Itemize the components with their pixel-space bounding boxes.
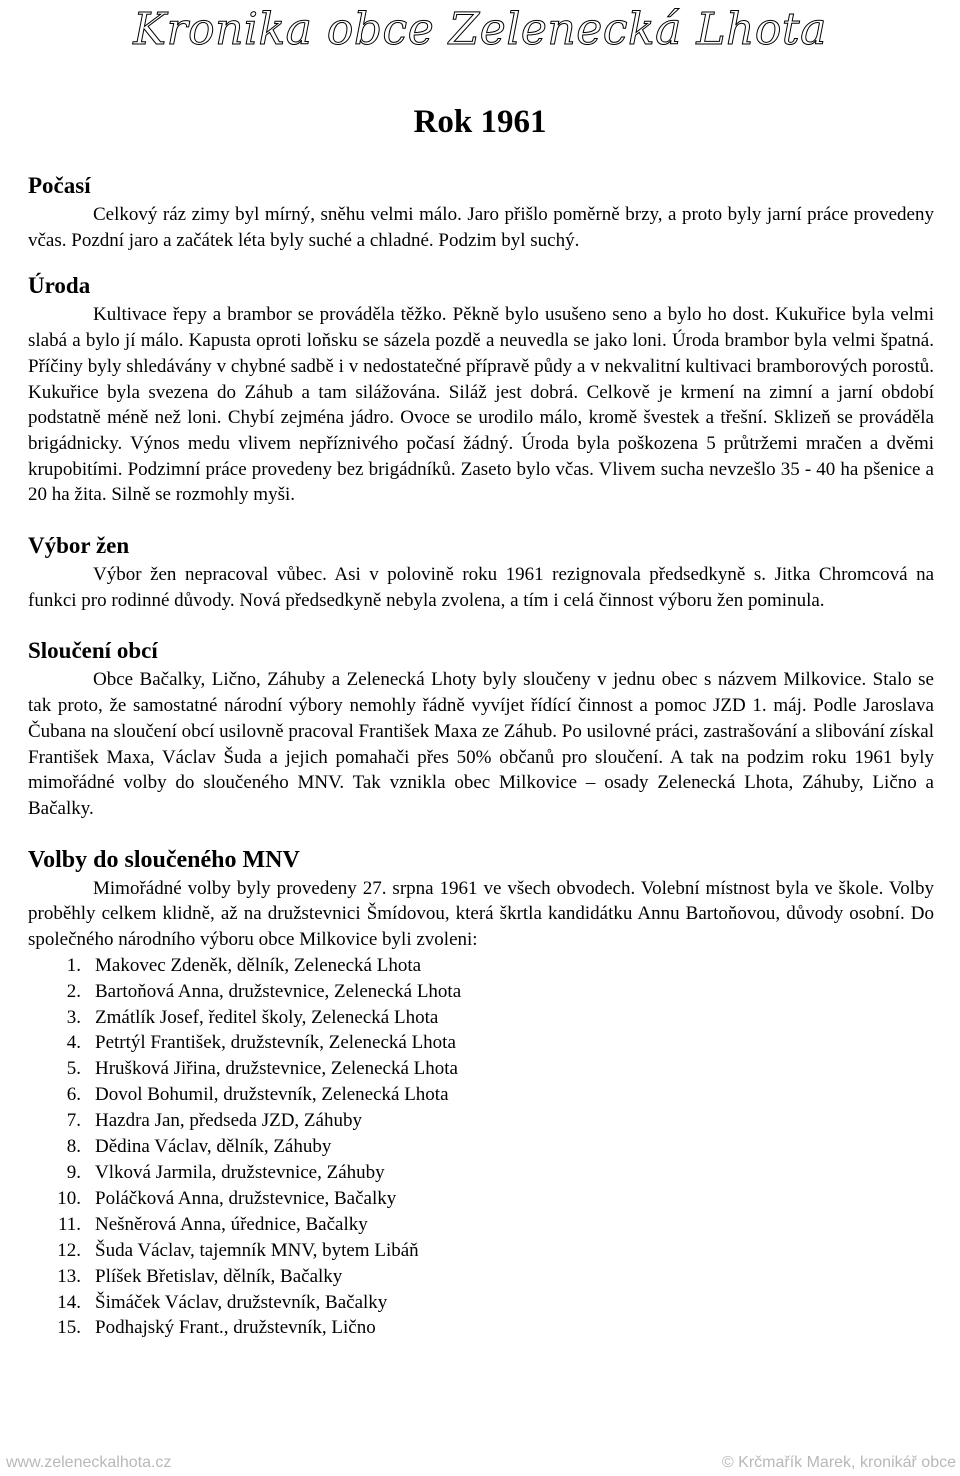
list-item-number: 6.	[66, 1084, 81, 1106]
list-item	[28, 1108, 934, 1134]
list-item-text: Hrušková Jiřina, družstevnice, Zelenecká Lhota	[95, 1058, 458, 1080]
elected-members-list	[28, 953, 934, 1342]
list-item-text: Hazdra Jan, předseda JZD, Záhuby	[95, 1110, 362, 1132]
list-item-number: 12.	[57, 1239, 81, 1261]
list-item-number: 8.	[66, 1136, 81, 1158]
page-footer	[0, 1454, 960, 1476]
list-item-text: Nešněrová Anna, úřednice, Bačalky	[95, 1213, 368, 1235]
list-item-number: 4.	[66, 1032, 81, 1054]
list-item-text: Poláčková Anna, družstevnice, Bačalky	[95, 1187, 397, 1209]
list-item	[28, 1030, 934, 1056]
list-item	[28, 953, 934, 979]
list-item-number: 10.	[57, 1187, 81, 1209]
list-item-text: Vlková Jarmila, družstevnice, Záhuby	[95, 1162, 385, 1184]
section-weather	[28, 170, 934, 253]
footer-author: © Krčmařík Marek, kronikář obce	[721, 1454, 956, 1471]
section-text-merger: Obce Bačalky, Lično, Záhuby a Zelenecká Lhoty byly sloučeny v jednu obec s názvem Milkovice. Stalo se tak proto, že samostatné národní výbory nemohly řádně vyvíjet řídící činnost a pomoc JZD 1. máj. Podle Jaroslava Čubana na sloučení obcí usilovně pracoval František Maxa ze Záhub. Po usilovné práci, zastrašování a slibování získal František Maxa, Václav Šuda a jejich pomahači přes 50% občanů pro sloučení. A tak na podzim roku 1961 byly mimořádné volby do sloučeného MNV. Tak vznikla obec Milkovice – osady Zelenecká Lhota, Záhuby, Lično a Bačalky.	[28, 669, 934, 819]
list-item	[28, 1160, 934, 1186]
document-body	[28, 170, 934, 1358]
list-item	[28, 1005, 934, 1031]
list-item-number: 2.	[66, 980, 81, 1002]
list-item-text: Dovol Bohumil, družstevník, Zelenecká Lhota	[95, 1084, 449, 1106]
list-item-number: 7.	[66, 1110, 81, 1132]
footer-website: www.zeleneckalhota.cz	[6, 1454, 172, 1471]
section-text-harvest: Kultivace řepy a brambor se prováděla těžko. Pěkně bylo usušeno seno a bylo ho dost. Kukuřice byla velmi slabá a bylo jí málo. Kapusta oproti loňsku se sázela pozdě a neuvedla se jako loni. Úroda brambor byla velmi špatná. Příčiny byly shledávány v chybné sadbě i v nedostatečné přípravě půdy a v nekvalitní kultivaci bramborových porostů. Kukuřice byla svezena do Záhub a tam silážována. Siláž jest dobrá. Celkově je krmení na zimní a jarní období podstatně méně než loni. Chybí zejména jádro. Ovoce se urodilo málo, kromě švestek a třešní. Sklizeň se prováděla brigádnicky. Výnos medu vlivem nepříznivého počasí žádný. Úroda byla poškozena 5 průtržemi mračen a dvěmi krupobitími. Podzimní práce provedeny bez brigádníků. Zaseto bylo včas. Vlivem sucha nevzešlo 35 - 40 ha pšenice a 20 ha žita. Silně se rozmohly myši.	[28, 304, 934, 506]
list-item-text: Zmátlík Josef, ředitel školy, Zelenecká Lhota	[95, 1006, 439, 1028]
section-heading-merger: Sloučení obcí	[28, 638, 158, 664]
section-heading-weather: Počasí	[28, 173, 91, 198]
section-heading-women-committee: Výbor žen	[28, 533, 130, 559]
list-item	[28, 1315, 934, 1341]
list-item-text: Bartoňová Anna, družstevnice, Zelenecká Lhota	[95, 980, 462, 1002]
list-item	[28, 1134, 934, 1160]
list-item-text: Dědina Václav, dělník, Záhuby	[95, 1136, 332, 1158]
list-item-text: Šimáček Václav, družstevník, Bačalky	[95, 1291, 388, 1313]
list-item-number: 5.	[66, 1058, 81, 1080]
list-item-text: Šuda Václav, tajemník MNV, bytem Libáň	[95, 1239, 419, 1261]
section-text-weather: Celkový ráz zimy byl mírný, sněhu velmi málo. Jaro přišlo poměrně brzy, a proto byly jarní práce provedeny včas. Pozdní jaro a začátek léta byly suché a chladné. Podzim byl suchý.	[28, 204, 934, 251]
list-item-text: Podhajský Frant., družstevník, Lično	[95, 1317, 376, 1339]
list-item	[28, 1186, 934, 1212]
list-item-text: Makovec Zdeněk, dělník, Zelenecká Lhota	[95, 954, 422, 976]
list-item	[28, 979, 934, 1005]
list-item-number: 14.	[57, 1291, 81, 1313]
list-item-number: 3.	[66, 1006, 81, 1028]
year-title: Rok 1961	[413, 104, 547, 140]
list-item	[28, 1056, 934, 1082]
section-text-women-committee: Výbor žen nepracoval vůbec. Asi v polovině roku 1961 rezignovala předsedkyně s. Jitka Chromcová na funkci pro rodinné důvody. Nová předsedkyně nebyla zvolena, a tím i celá činnost výboru žen pominula.	[28, 564, 934, 611]
section-harvest	[28, 270, 934, 508]
list-item	[28, 1238, 934, 1264]
list-item	[28, 1082, 934, 1108]
list-item-number: 1.	[66, 954, 81, 976]
list-item-text: Petrtýl František, družstevník, Zelenecká Lhota	[95, 1032, 456, 1054]
section-merger	[28, 635, 934, 821]
list-item-number: 15.	[57, 1317, 81, 1339]
list-item-number: 9.	[66, 1162, 81, 1184]
section-elections	[28, 844, 934, 1342]
list-item-number: 13.	[57, 1265, 81, 1287]
section-heading-harvest: Úroda	[28, 273, 91, 299]
list-item	[28, 1290, 934, 1316]
list-item	[28, 1264, 934, 1290]
list-item	[28, 1212, 934, 1238]
list-item-number: 11.	[57, 1213, 81, 1235]
section-text-elections: Mimořádné volby byly provedeny 27. srpna 1961 ve všech obvodech. Volební místnost byla ve škole. Volby proběhly celkem klidně, až na družstevnici Šmídovou, která škrtla kandidátku Annu Bartoňovou, důvody osobní. Do společného národního výboru obce Milkovice byli zvoleni:	[28, 877, 934, 951]
section-women-committee	[28, 530, 934, 613]
chronicle-header-title: Kronika obce Zelenecká Lhota	[133, 4, 827, 55]
list-item-text: Plíšek Břetislav, dělník, Bačalky	[95, 1265, 343, 1287]
section-heading-elections: Volby do sloučeného MNV	[28, 846, 300, 873]
